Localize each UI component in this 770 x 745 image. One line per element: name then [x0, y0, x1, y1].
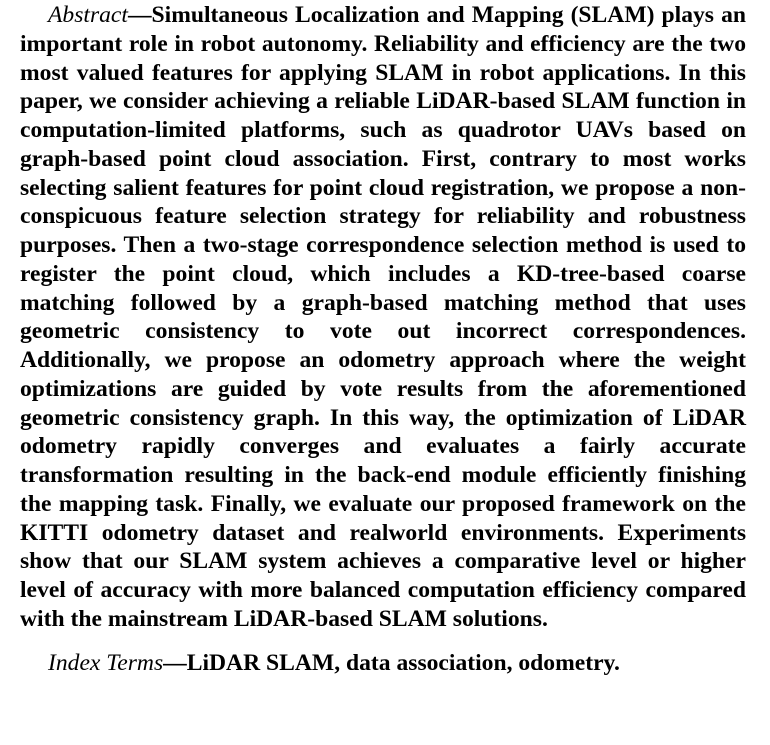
abstract-text: Simultaneous Localization and Mapping (SLAM) plays an important role in robot autonomy. Reliability and efficiency are the two most valued features for applying SLAM in robot applications. In this paper, we consider achieving a reliable LiDAR-based SLAM function in computation-limited platforms, such as quadrotor UAVs based on graph-based point cloud association. First, contrary to most works selecting salient features for point cloud registration, we propose a non-conspicuous feature selection strategy for reliability and robustness purposes. Then a two-stage correspondence selection method is used to register the point cloud, which includes a KD-tree-based coarse matching followed by a graph-based matching method that uses geometric consistency to vote out incorrect correspondences. Additionally, we propose an odometry approach where the weight optimizations are guided by vote results from the aforementioned geometric consistency graph. In this way, the optimization of LiDAR odometry rapidly converges and evaluates a fairly accurate transformation resulting in the back-end module efficiently finishing the mapping task. Finally, we evaluate our proposed framework on the KITTI odometry dataset and realworld environments. Experiments show that our SLAM system achieves a comparative level or higher level of accuracy with more balanced computation efficiency compared with the mainstream LiDAR-based SLAM solutions. — [20, 2, 746, 632]
abstract-label: Abstract — [48, 2, 128, 28]
abstract-paragraph — [20, 0, 746, 634]
abstract-dash: — — [127, 2, 152, 28]
paper-abstract-section — [20, 0, 746, 677]
index-terms-paragraph — [20, 649, 746, 678]
index-terms-text: LiDAR SLAM, data association, odometry. — [186, 649, 620, 676]
index-terms-label: Index Terms — [48, 649, 164, 676]
index-terms-dash: — — [163, 649, 187, 676]
